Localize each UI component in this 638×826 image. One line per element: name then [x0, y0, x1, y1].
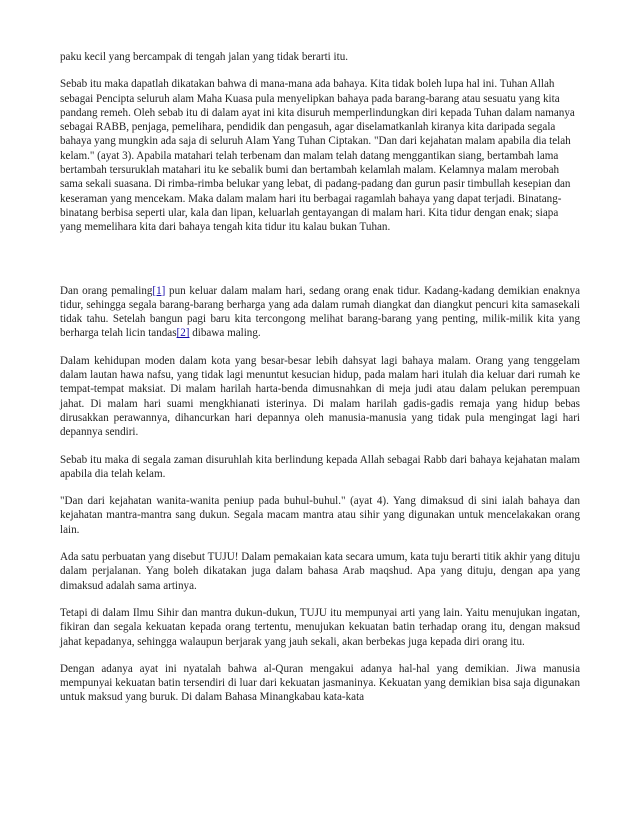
footnote-link-1[interactable]: [1]	[152, 284, 166, 297]
paragraph-tuju: Ada satu perbuatan yang disebut TUJU! Dalam pemakaian kata secara umum, kata tuju berarti titik akhir yang dituju dalam perjalanan. Yang boleh dikatakan juga dalam bahasa Arab maqshud. Apa yang dituju, dengan apa yang dimaksud adalah sama artinya.	[60, 551, 580, 592]
pemaling-text-3: dibawa maling.	[189, 327, 261, 340]
document-page	[60, 50, 580, 718]
paragraph-ilmu-sihir: Tetapi di dalam Ilmu Sihir dan mantra dukun-dukun, TUJU itu mempunyai arti yang lain. Yaitu menujukan ingatan, fikiran dan segala kekuatan kepada orang tertentu, menujukan kekuatan batin terhadap orang itu, dengan maksud jahat kepadanya, sehingga walaupun berjarak yang jauh sekali, akan berbekas juga kepada diri orang itu.	[60, 606, 580, 648]
paragraph-bahaya: Sebab itu maka dapatlah dikatakan bahwa di mana-mana ada bahaya. Kita tidak boleh lupa hal ini. Tuhan Allah sebagai Pencipta seluruh alam Maha Kuasa pula menyelipkan bahaya pada barang-barang atau sesuatu yang kita pandang remeh. Oleh sebab itu di dalam ayat ini kita disuruh memperlindungkan diri kepada Tuhan dalam namanya sebagai RABB, penjaga, pemelihara, pendidik dan pengasuh, agar diselamatkanlah kiranya kita daripada segala bahaya yang mungkin ada saja di seluruh Alam Yang Tuhan Ciptakan. "Dan dari kejahatan malam apabila dia telah kelam." (ayat 3). Apabila matahari telah terbenam dan malam telah datang menggantikan siang, bertambah lama bertambah tersuruklah matahari itu ke sebalik bumi dan bertambah kelamlah malam. Kelamnya malam merobah sama sekali suasana. Di rimba-rimba belukar yang lebat, di padang-padang dan gurun pasir timbullah kesepian dan keseraman yang mencekam. Maka dalam malam hari itu berbagai ragamlah bahaya yang dapat terjadi. Binatang-binatang berbisa seperti ular, kala dan lipan, keluarlah gentayangan di malam hari. Kita tidur dengan enak; siapa yang memelihara kita dari bahaya tengah kita tidur itu kalau bukan Tuhan.	[60, 78, 575, 234]
paragraph-paku: paku kecil yang bercampak di tengah jalan yang tidak berarti itu.	[60, 51, 349, 63]
pemaling-text-1: Dan orang pemaling	[60, 284, 153, 297]
pemaling-text-2: pun keluar dalam malam hari, sedang orang enak tidur. Kadang-kadang demikian enaknya tidur, sehingga segala barang-barang berharga yang ada dalam rumah diangkat dan diangkut pencuri kita samasekali tidak tahu. Setelah bangun pagi baru kita tercongong melihat barang-barang yang penting, milik-milik kita yang berharga telah licin tandas	[60, 284, 580, 340]
footnote-link-2[interactable]: [2]	[176, 327, 190, 340]
paragraph-pemaling	[60, 284, 580, 341]
paragraph-berlindung: Sebab itu maka di segala zaman disuruhlah kita berlindung kepada Allah sebagai Rabb dari bahaya kejahatan malam apabila dia telah kelam.	[60, 453, 580, 480]
paragraph-ayat-4: "Dan dari kejahatan wanita-wanita peniup pada buhul-buhul." (ayat 4). Yang dimaksud di sini ialah bahaya dan kejahatan mantra-mantra sang dukun. Segala macam mantra atau sihir yang digunakan untuk mencelakakan orang lain.	[60, 495, 580, 536]
paragraph-al-quran: Dengan adanya ayat ini nyatalah bahwa al-Quran mengakui adanya hal-hal yang demikian. Jiwa manusia mempunyai kekuatan batin tersendiri di luar dari kekuatan jasmaninya. Kekuatan yang demikian bisa saja digunakan untuk maksud yang buruk. Di dalam Bahasa Minangkabau kata-kata	[60, 662, 580, 704]
section-gap	[60, 248, 580, 284]
paragraph-kehidupan-moden: Dalam kehidupan moden dalam kota yang besar-besar lebih dahsyat lagi bahaya malam. Orang yang tenggelam dalam lautan hawa nafsu, yang tidak lagi menuntut kesucian hidup, pada malam hari itulah dia keluar dari rumah ke tempat-tempat maksiat. Di malam harilah harta-benda dimusnahkan di meja judi atau dalam pelukan perempuan jahat. Di malam hari suami mengkhianati isterinya. Di malam harilah gadis-gadis remaja yang hidup bebas dirusakkan perawannya, dihancurkan hari depannya oleh manusia-manusia yang tidak pula mengingat lagi hari depannya sendiri.	[60, 354, 580, 439]
